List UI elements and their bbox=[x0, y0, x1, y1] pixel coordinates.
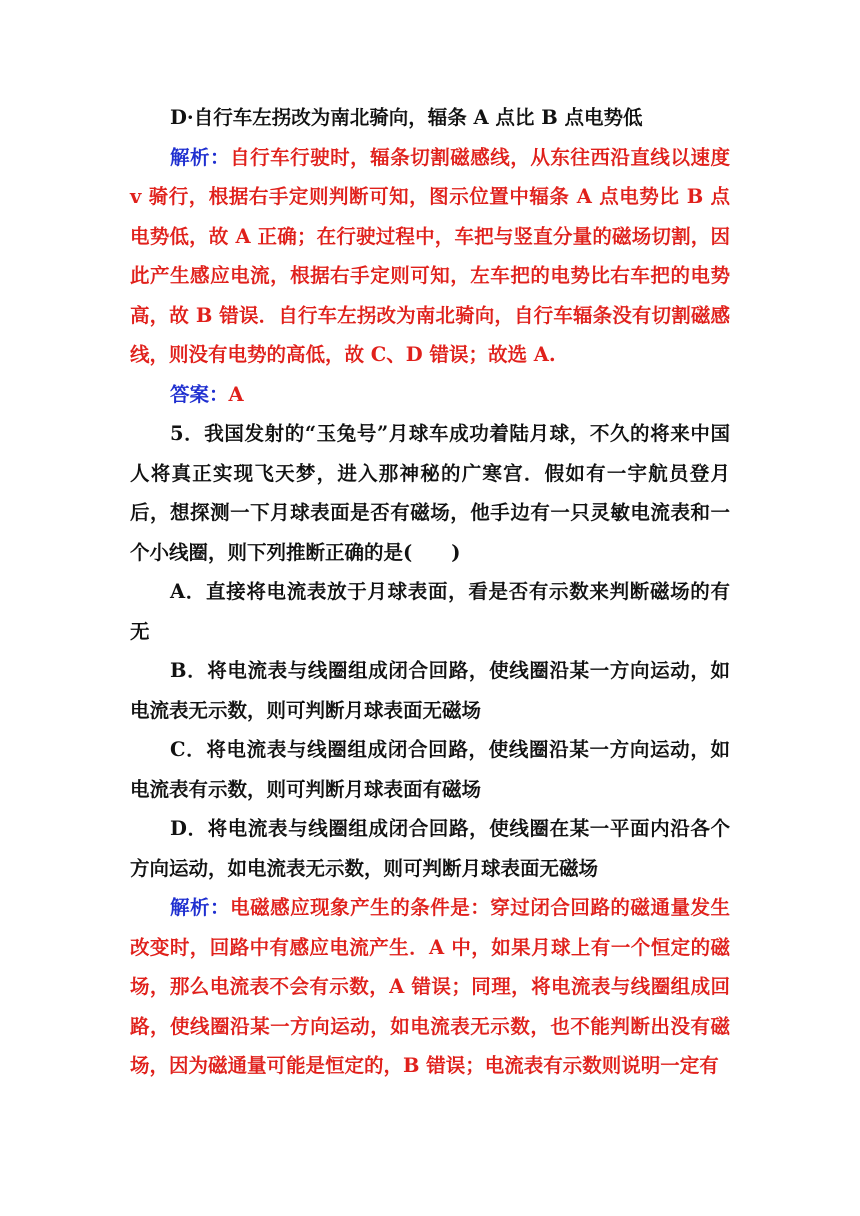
q5-option-d-text: D．将电流表与线圈组成闭合回路，使线圈在某一平面内沿各个方向运动，如电流表无示数，则可判断月球表面无磁场 bbox=[130, 817, 730, 880]
q4-analysis-text: 自行车行驶时，辐条切割磁感线，从东往西沿直线以速度 v 骑行，根据右手定则判断可知，图示位置中辐条 A 点电势比 B 点电势低，故 A 正确；在行驶过程中，车把与竖直分量的磁场切割，因此产生感应电流，根据右手定则可知，左车把的电势比右车把的电势高，故 B 错误．自行车左拐改为南北骑向，自行车辐条没有切割磁感线，则没有电势的高低，故 C、D 错误；故选 A. bbox=[130, 145, 730, 366]
q5-stem-text: 5．我国发射的“玉兔号”月球车成功着陆月球，不久的将来中国人将真正实现飞天梦，进入那神秘的广寒宫．假如有一宇航员登月后，想探测一下月球表面是否有磁场，他手边有一只灵敏电流表和一个小线圈，则下列推断正确的是( ) bbox=[130, 422, 730, 564]
q5-analysis-text: 电磁感应现象产生的条件是：穿过闭合回路的磁通量发生改变时，回路中有感应电流产生．A 中，如果月球上有一个恒定的磁场，那么电流表不会有示数，A 错误；同理，将电流表与线圈组成回路，使线圈沿某一方向运动，如电流表无示数，也不能判断出没有磁场，因为磁通量可能是恒定的，B 错误；电流表有示数则说明一定有 bbox=[130, 896, 730, 1077]
q5-option-b bbox=[130, 651, 730, 730]
q4-analysis bbox=[130, 138, 730, 375]
q4-analysis-label: 解析： bbox=[170, 145, 231, 169]
q4-answer-label: 答案： bbox=[170, 382, 229, 406]
q5-option-d bbox=[130, 809, 730, 888]
q4-answer bbox=[130, 375, 730, 415]
q4-option-d bbox=[130, 98, 730, 138]
q5-analysis bbox=[130, 888, 730, 1086]
q5-option-c-text: C．将电流表与线圈组成闭合回路，使线圈沿某一方向运动，如电流表有示数，则可判断月球表面有磁场 bbox=[130, 738, 730, 801]
q5-option-a-text: A．直接将电流表放于月球表面，看是否有示数来判断磁场的有无 bbox=[130, 580, 730, 643]
q5-analysis-label: 解析： bbox=[170, 896, 231, 919]
q5-option-b-text: B．将电流表与线圈组成闭合回路，使线圈沿某一方向运动，如电流表无示数，则可判断月球表面无磁场 bbox=[130, 659, 730, 722]
q5-option-a bbox=[130, 572, 730, 651]
q5-option-c bbox=[130, 730, 730, 809]
document-page bbox=[130, 98, 730, 1086]
q5-stem bbox=[130, 414, 730, 572]
q4-answer-value: A bbox=[228, 382, 244, 406]
q4-option-d-text: D·自行车左拐改为南北骑向，辐条 A 点比 B 点电势低 bbox=[170, 106, 643, 129]
